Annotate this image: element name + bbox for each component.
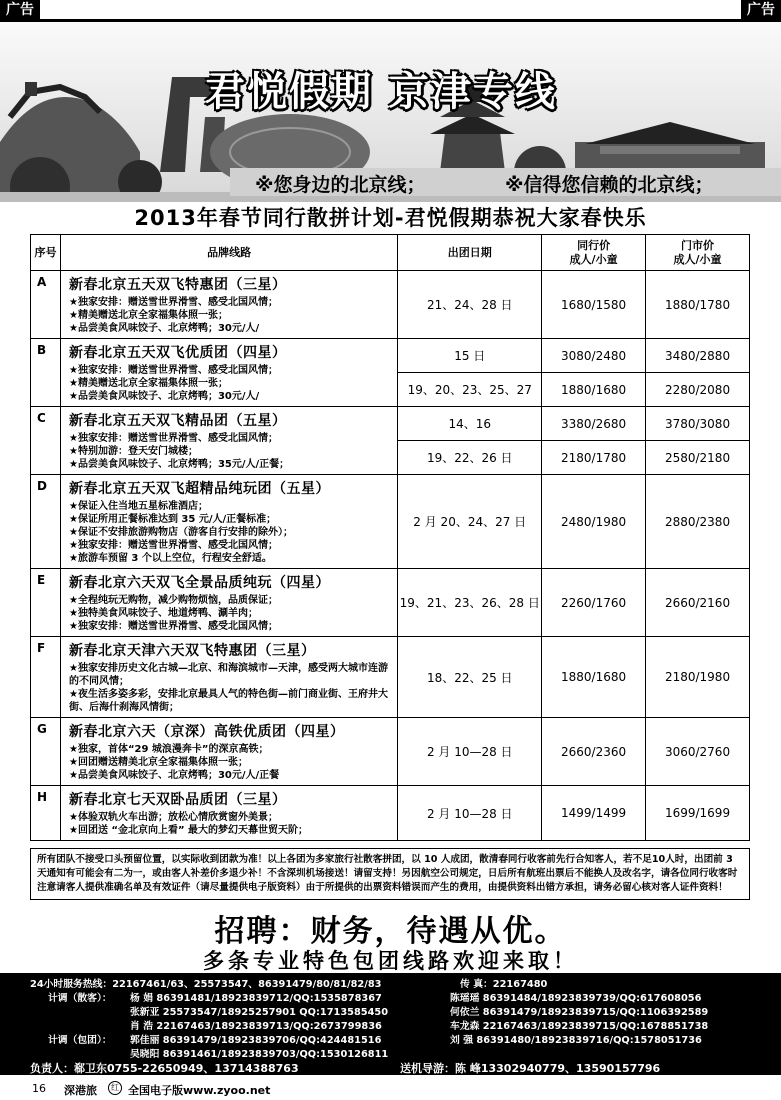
peer-price: 3380/2680	[542, 407, 646, 441]
header-route: 品牌线路	[60, 235, 397, 271]
route-code: A	[31, 271, 61, 339]
peer-price: 1680/1580	[542, 271, 646, 339]
route-feature: ★独家安排：赠送雪世界滑雪、感受北国风情；	[68, 365, 278, 376]
banner	[0, 22, 781, 202]
route-feature: ★独家，首体“29 城浪漫奔卡”的深京高铁；	[68, 744, 269, 755]
contact-panel	[0, 973, 781, 1075]
departure-date: 14、16	[398, 407, 542, 441]
departure-date: 19、22、26 日	[398, 441, 542, 475]
peer-price: 1880/1680	[542, 373, 646, 407]
route-feature: ★独家安排历史文化古城—北京、和海滨城市—天津，感受两大城市连游的不同风情；	[68, 663, 388, 687]
departure-date: 18、22、25 日	[398, 637, 542, 718]
door-price: 3480/2880	[646, 339, 750, 373]
route-feature: ★保证不安排旅游购物店（游客自行安排的除外）；	[68, 527, 293, 538]
table-header-row	[31, 235, 750, 271]
route-cell	[60, 786, 397, 841]
contact-person: 何依兰 86391479/18923839715/QQ:1106392589	[450, 1007, 709, 1018]
route-feature: ★独家安排：赠送雪世界滑雪、感受北国风情；	[68, 297, 278, 308]
departure-date: 2 月 20、24、27 日	[398, 475, 542, 569]
route-title: 新春北京五天双飞精品团（五星）	[68, 413, 287, 429]
peer-price: 2180/1780	[542, 441, 646, 475]
contact-person: 肖 浩 22167463/18923839713/QQ:2673799836	[130, 1021, 382, 1032]
route-feature: ★回团赠送精美北京全家福集体照一张；	[68, 757, 248, 768]
ad-tag-right: 广告	[741, 0, 781, 20]
peer-price: 1880/1680	[542, 637, 646, 718]
route-title: 新春北京六天（京深）高铁优质团（四星）	[68, 724, 345, 740]
header-seq: 序号	[31, 235, 61, 271]
header-date: 出团日期	[398, 235, 542, 271]
manager-contact: 负责人：郗卫东0755-22650949、13714388763	[30, 1062, 299, 1075]
fax: 传 真：22167480	[460, 979, 548, 990]
route-feature: ★品尝美食风味饺子、北京烤鸭；30元/人/	[68, 391, 260, 402]
route-feature: ★品尝美食风味饺子、北京烤鸭；35元/人/正餐；	[68, 459, 290, 470]
route-code: B	[31, 339, 61, 407]
door-price: 1880/1780	[646, 271, 750, 339]
contact-person: 张新亚 25573547/18925257901 QQ:1713585450	[130, 1007, 389, 1018]
door-price: 2660/2160	[646, 569, 750, 637]
route-cell	[60, 569, 397, 637]
route-cell	[60, 339, 397, 407]
route-cell	[60, 407, 397, 475]
header-peer-price: 同行价 成人/小童	[542, 235, 646, 271]
route-cell	[60, 718, 397, 786]
departure-date: 15 日	[398, 339, 542, 373]
route-feature: ★品尝美食风味饺子、北京烤鸭；30元/人/	[68, 323, 260, 334]
route-feature: ★独家安排：赠送雪世界滑雪、感受北国风情；	[68, 540, 278, 551]
door-price: 2880/2380	[646, 475, 750, 569]
door-price: 3780/3080	[646, 407, 750, 441]
door-price: 1699/1699	[646, 786, 750, 841]
table-row	[31, 569, 750, 637]
contact-person: 陈瑶瑶 86391484/18923839739/QQ:617608056	[450, 993, 702, 1004]
route-feature: ★全程纯玩无购物，减少购物烦恼，品质保证；	[68, 595, 278, 606]
header-door-price: 门市价 成人/小童	[646, 235, 750, 271]
pickup-guide-contact: 送机导游：陈 峰13302940779、13590157796	[400, 1062, 661, 1075]
door-price: 2280/2080	[646, 373, 750, 407]
departure-date: 2 月 10—28 日	[398, 718, 542, 786]
route-feature: ★保证入住当地五星标准酒店；	[68, 501, 208, 512]
route-title: 新春北京五天双飞超精品纯玩团（五星）	[68, 481, 330, 497]
route-code: H	[31, 786, 61, 841]
recruitment-text: 招聘：财务，待遇从优。	[214, 914, 567, 949]
page-footer	[0, 1078, 781, 1100]
route-code: D	[31, 475, 61, 569]
contact-person: 杨 娟 86391481/18923839712/QQ:1535878367	[130, 993, 382, 1004]
route-feature: ★独家安排：赠送雪世界滑雪、感受北国风情；	[68, 621, 278, 632]
publisher-name: 深港旅	[64, 1084, 97, 1097]
route-cell	[60, 271, 397, 339]
peer-price: 2660/2360	[542, 718, 646, 786]
contact-person: 吴晓阳 86391461/18923839703/QQ:1530126811	[130, 1049, 389, 1060]
route-cell	[60, 475, 397, 569]
route-feature: ★独特美食风味饺子、地道烤鸭、涮羊肉；	[68, 608, 258, 619]
departure-date: 19、21、23、26、28 日	[398, 569, 542, 637]
route-title: 新春北京七天双卧品质团（三星）	[68, 792, 287, 808]
table-body	[31, 271, 750, 841]
table-row	[31, 475, 750, 569]
route-code: E	[31, 569, 61, 637]
banner-title: 君悦假期 京津专线	[205, 69, 557, 115]
route-feature: ★体验双轨火车出游；放松心情欣赏窗外美景；	[68, 812, 278, 823]
watchtower-shape	[25, 82, 37, 96]
slogan-1: ※您身边的北京线；	[255, 174, 426, 196]
contact-person: 刘 强 86391480/18923839716/QQ:1578051736	[450, 1035, 702, 1046]
table-row	[31, 786, 750, 841]
peer-price: 3080/2480	[542, 339, 646, 373]
team-scatter-label: 计调（散客）：	[48, 993, 112, 1004]
temple-of-heaven-shape	[440, 132, 505, 172]
route-title: 新春北京天津六天双飞特惠团（三星）	[68, 643, 316, 659]
route-feature: ★品尝美食风味饺子、北京烤鸭；30元/人/正餐	[68, 770, 280, 781]
route-feature: ★精美赠送北京全家福集体照一张；	[68, 310, 228, 321]
route-feature: ★特别加游：登天安门城楼；	[68, 446, 198, 457]
table-row	[31, 271, 750, 339]
door-price: 2180/1980	[646, 637, 750, 718]
door-price: 2580/2180	[646, 441, 750, 475]
route-code: C	[31, 407, 61, 475]
table-row	[31, 637, 750, 718]
route-title: 新春北京五天双飞特惠团（三星）	[68, 277, 287, 293]
table-row	[31, 407, 750, 441]
route-code: F	[31, 637, 61, 718]
hotline: 24小时服务热线：22167461/63、25573547、86391479/80/81/82/83	[30, 979, 382, 990]
contact-person: 郭佳丽 86391479/18923839706/QQ:424481516	[130, 1035, 382, 1046]
website-link[interactable]: 全国电子版www.zyoo.net	[128, 1084, 271, 1097]
route-feature: ★夜生活多姿多彩，安排北京最具人气的特色街—前门商业街、王府井大街、后海什刹海风情街；	[68, 689, 388, 713]
page-number: 16	[32, 1082, 46, 1095]
peer-price: 2480/1980	[542, 475, 646, 569]
table-row	[31, 718, 750, 786]
route-title: 新春北京六天双飞全景品质纯玩（四星）	[68, 575, 330, 591]
team-group-label: 计调（包团）：	[48, 1035, 112, 1046]
departure-date: 2 月 10—28 日	[398, 786, 542, 841]
headline: 2013年春节同行散拼计划-君悦假期恭祝大家春快乐	[134, 206, 647, 230]
special-routes-text: 多条专业特色包团线路欢迎来取！	[203, 949, 578, 973]
door-price: 3060/2760	[646, 718, 750, 786]
route-feature: ★回团送 “金北京向上看” 最大的梦幻天幕世贸天阶；	[68, 825, 309, 836]
route-feature: ★独家安排：赠送雪世界滑雪、感受北国风情；	[68, 433, 278, 444]
publisher-logo-icon: 红	[108, 1081, 122, 1095]
contact-person: 车龙森 22167463/18923839715/QQ:1678851738	[450, 1021, 709, 1032]
route-feature: ★旅游车预留 3 个以上空位，行程安全舒适。	[68, 553, 272, 564]
route-cell	[60, 637, 397, 718]
route-code: G	[31, 718, 61, 786]
slogan-2: ※信得您信赖的北京线；	[505, 174, 714, 196]
departure-date: 19、20、23、25、27	[398, 373, 542, 407]
table-row	[31, 339, 750, 373]
tour-price-table	[30, 234, 750, 841]
route-feature: ★保证所用正餐标准达到 35 元/人/正餐标准；	[68, 514, 277, 525]
route-title: 新春北京五天双飞优质团（四星）	[68, 345, 287, 361]
notice-box: 所有团队不接受口头预留位置，以实际收到团款为准！以上各团为多家旅行社散客拼团，以 10 人成团，散清春同行收客前先行合知客人，若不足10人时，出团前 3 天通知有可能会有二为一，或由客人补差价多退少补！不含深圳机场接送！请留支持！另因航空公司规定，日后所有航班出票后不能换人及改名字，请各位同行收客时注意请客人提供准确名单及有效证件（请尽量提供电子版资料）由于所提供的出票资料错误而产生的费用，由提供资料出错方承担，请务必留心核对客人证件资料！	[30, 848, 750, 900]
ad-tag-left: 广告	[0, 0, 40, 20]
departure-date: 21、24、28 日	[398, 271, 542, 339]
peer-price: 2260/1760	[542, 569, 646, 637]
peer-price: 1499/1499	[542, 786, 646, 841]
route-feature: ★精美赠送北京全家福集体照一张；	[68, 378, 228, 389]
